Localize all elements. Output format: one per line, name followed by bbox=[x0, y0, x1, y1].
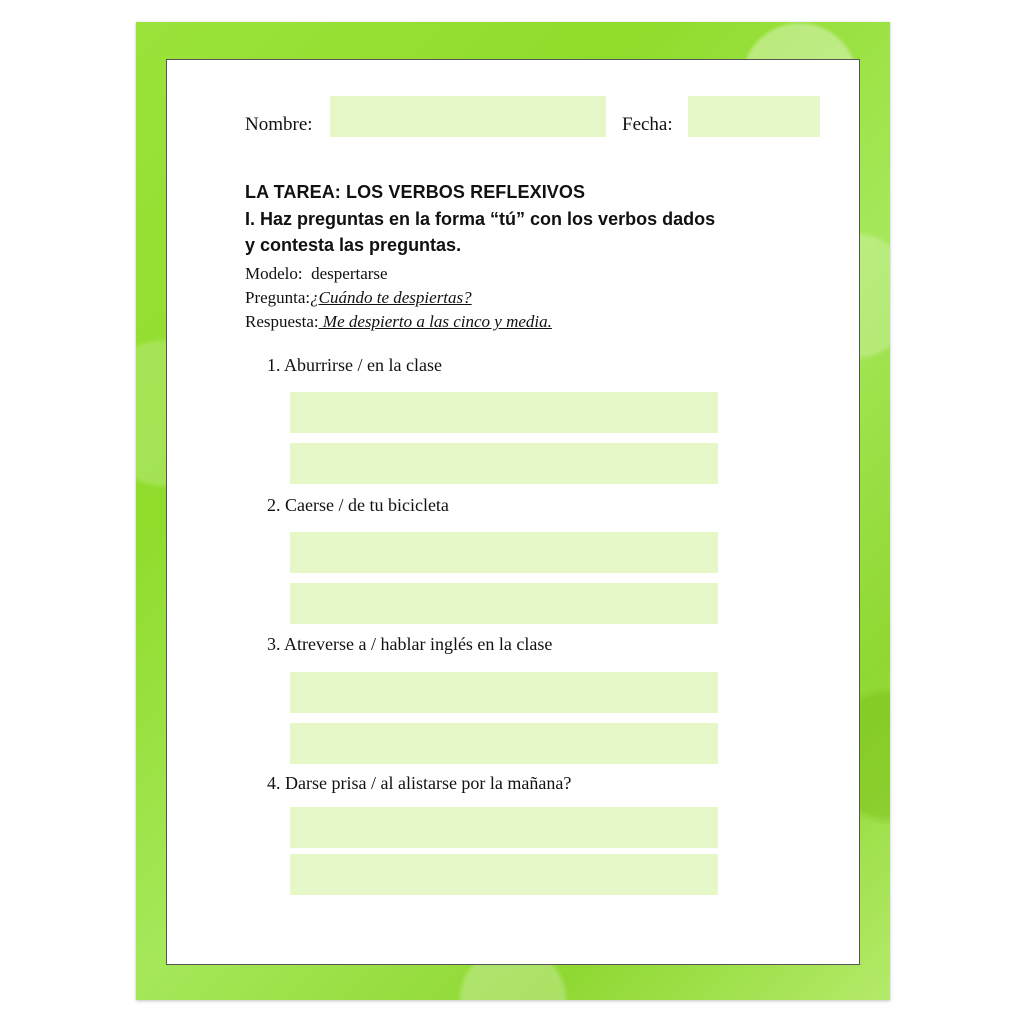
item-1-answer-field[interactable] bbox=[290, 443, 718, 484]
model-line bbox=[245, 262, 552, 286]
name-label: Nombre: bbox=[245, 114, 313, 135]
model-question-label: Pregunta: bbox=[245, 288, 311, 307]
item-number: 3. bbox=[267, 634, 281, 654]
item-3-answer-field[interactable] bbox=[290, 723, 718, 764]
item-2-question-field[interactable] bbox=[290, 532, 718, 573]
item-1-question-field[interactable] bbox=[290, 392, 718, 433]
worksheet-title: LA TAREA: LOS VERBOS REFLEXIVOS bbox=[245, 182, 586, 202]
page-border bbox=[136, 22, 890, 1000]
model-question-line bbox=[245, 286, 552, 310]
model-question: ¿Cuándo te despiertas? bbox=[310, 288, 472, 307]
item-number: 2. bbox=[267, 495, 281, 515]
item-2-prompt bbox=[267, 495, 449, 516]
item-number: 4. bbox=[267, 773, 281, 793]
item-2-answer-field[interactable] bbox=[290, 583, 718, 624]
instructions-line-2: y contesta las preguntas. bbox=[245, 235, 462, 255]
item-1-prompt bbox=[267, 355, 442, 376]
item-text: Darse prisa / al alistarse por la mañana? bbox=[285, 773, 572, 793]
item-4-prompt bbox=[267, 773, 571, 794]
item-text: Atreverse a / hablar inglés en la clase bbox=[284, 634, 553, 654]
model-answer: Me despierto a las cinco y media. bbox=[318, 312, 552, 331]
model-label: Modelo: bbox=[245, 264, 303, 283]
worksheet-page bbox=[166, 59, 860, 965]
item-3-prompt bbox=[267, 634, 552, 655]
item-number: 1. bbox=[267, 355, 281, 375]
item-text: Caerse / de tu bicicleta bbox=[285, 495, 449, 515]
date-label: Fecha: bbox=[622, 114, 673, 135]
instructions-line-1: I. Haz preguntas en la forma “tú” con los verbos dados bbox=[245, 209, 716, 229]
item-4-answer-field[interactable] bbox=[290, 854, 718, 895]
model-answer-label: Respuesta: bbox=[245, 312, 319, 331]
model-verb: despertarse bbox=[311, 264, 388, 283]
model-block bbox=[245, 262, 552, 334]
instructions bbox=[245, 206, 715, 258]
item-4-question-field[interactable] bbox=[290, 807, 718, 848]
item-3-question-field[interactable] bbox=[290, 672, 718, 713]
date-field[interactable] bbox=[688, 96, 820, 137]
model-answer-line bbox=[245, 310, 552, 334]
name-field[interactable] bbox=[330, 96, 606, 137]
item-text: Aburrirse / en la clase bbox=[284, 355, 442, 375]
